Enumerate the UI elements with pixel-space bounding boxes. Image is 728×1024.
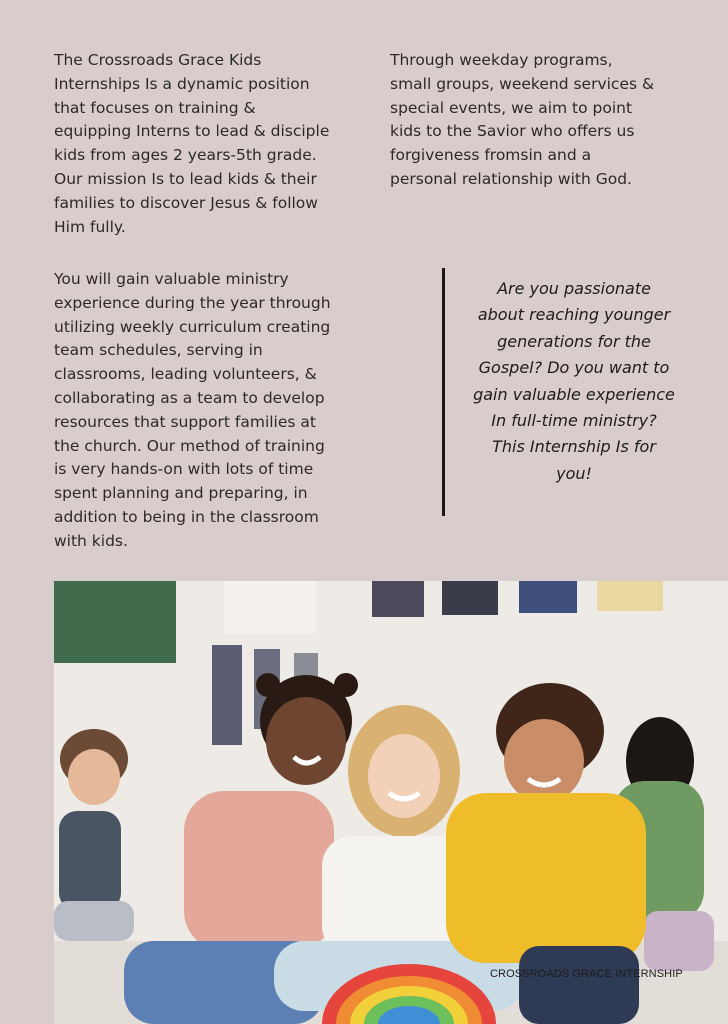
experience-paragraph: You will gain valuable ministry experience during the year through utilizing weekly curriculum creating team schedules, serving in classrooms, leading volunteers, & collaborating as a team to develop resources that support families at the church. Our method of training is very hands-on with lots of time spent planning and preparing, in addition to being in the classroom with kids. (54, 270, 331, 550)
quote-divider-bar (442, 268, 445, 516)
intro-paragraph: The Crossroads Grace Kids Internships Is a dynamic position that focuses on training & equipping Interns to lead & disciple kids from ages 2 years-5th grade. Our mission Is to lead kids & their families to discover Jesus & follow Him fully. (54, 51, 330, 236)
children-photo-illustration (54, 581, 728, 1024)
pull-quote: Are you passionate about reaching younger generations for the Gospel? Do you want to gain valuable experience In full-time ministry? This Internship Is for you! (473, 279, 675, 483)
children-photo (54, 581, 728, 1024)
programs-paragraph: Through weekday programs, small groups, weekend services & special events, we aim to point kids to the Savior who offers us forgiveness fromsin and a personal relationship with God. (390, 51, 655, 188)
photo-caption: CROSSROADS GRACE INTERNSHIP (490, 968, 683, 980)
